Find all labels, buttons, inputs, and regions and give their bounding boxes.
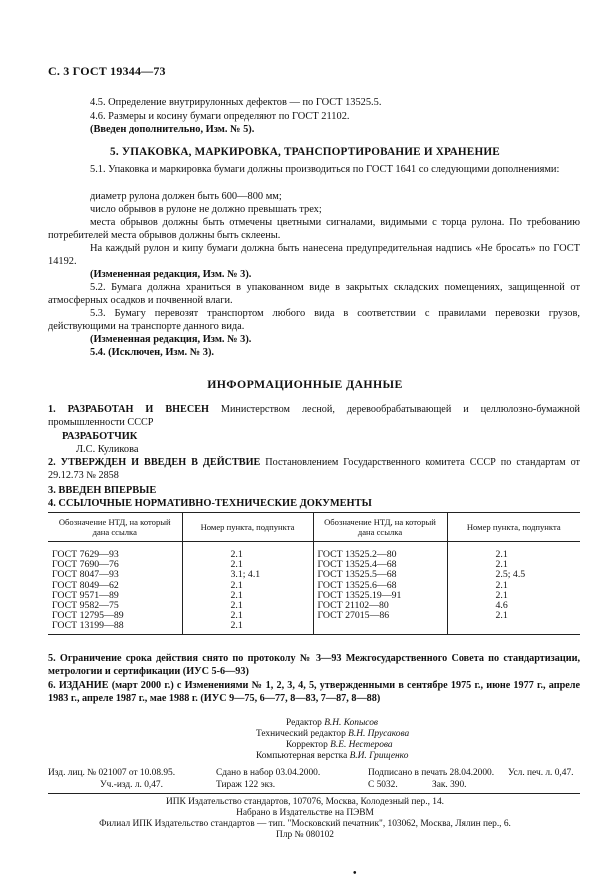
table-cell: 2.1 [495, 589, 508, 601]
column-header: Номер пункта, подпункта [182, 513, 313, 542]
reference-documents-table [48, 512, 580, 635]
para-break-marks: места обрывов должны быть отмечены цветными сигналами, видимыми с торца рулона. По требованию потребителей места обрывов должны быть склеены. [48, 217, 580, 241]
table-cell: 2.1 [182, 542, 313, 561]
item-text: Ограничение срока действия снято по протоколу № 3—93 Межгосударственного Совета по стандартизации, метрологии и сертификации (ИУС 5-6—93) [48, 653, 581, 677]
footer-mark: • [353, 868, 357, 879]
info-data-title: ИНФОРМАЦИОННЫЕ ДАННЫЕ [207, 377, 403, 391]
info-item-1 [48, 403, 580, 429]
imprint-order: Зак. 390. [432, 780, 467, 790]
item-text: Министерством лесной, деревообрабатывающей и целлюлозно-бумажной промышленности СССР [48, 404, 581, 428]
imprint-plr: Плр № 080102 [276, 830, 334, 840]
column-header: Обозначение НТД, на который дана ссылка [313, 513, 447, 542]
para-5-4: 5.4. (Исключен, Изм. № 3). [90, 347, 215, 358]
item-4-6: 4.6. Размеры и косину бумаги определяют по ГОСТ 21102. [90, 111, 350, 122]
table-cell: 2.1 [495, 579, 508, 591]
item-number: 3. [48, 485, 56, 496]
table-cell: 2.1 [182, 621, 313, 634]
page-header: С. 3 ГОСТ 19344—73 [48, 64, 166, 78]
table-cell: ГОСТ 9571—89 [48, 591, 182, 601]
credit-layout [256, 751, 408, 762]
info-item-2 [48, 456, 580, 482]
table-cell: ГОСТ 13525.5—68 [313, 570, 447, 580]
para-5-1: 5.1. Упаковка и маркировка бумаги должны производиться по ГОСТ 1641 со следующими дополнениями: [90, 164, 560, 175]
table-cell: 2.1 [182, 581, 313, 591]
item-number: 6. [48, 680, 56, 691]
item-heading: РАЗРАБОТАН И ВНЕСЕН [67, 404, 209, 415]
table-cell: 2.5; 4.5 [495, 569, 526, 581]
item-heading: УТВЕРЖДЕН И ВВЕДЕН В ДЕЙСТВИЕ [60, 457, 261, 468]
imprint-typeset-date: Сдано в набор 03.04.2000. [216, 768, 321, 778]
table-header-row [48, 513, 580, 542]
para-5-2: 5.2. Бумага должна храниться в упакованном виде в закрытых складских помещениях, защищенной от атмосферных осадков и почвенной влаги. [48, 282, 580, 306]
developer-label: РАЗРАБОТЧИК [62, 431, 138, 442]
credit-label: Редактор [286, 718, 322, 728]
info-item-3 [48, 484, 156, 497]
item-number: 2. [48, 457, 56, 468]
credit-name: В.Н. Прусакова [348, 729, 410, 739]
imprint-print-date: Подписано в печать 28.04.2000. [368, 768, 495, 778]
item-text: Постановлением Государственного комитета СССР по стандартам от 29.12.73 № 2858 [48, 457, 581, 481]
info-item-6 [48, 679, 580, 705]
table-cell [447, 621, 580, 634]
column-header: Номер пункта, подпункта [447, 513, 580, 542]
credit-name: В.Н. Копысов [324, 718, 378, 728]
table-row [48, 621, 580, 634]
imprint-code: С 5032. [368, 780, 398, 790]
table-row [48, 542, 580, 561]
para-5-3: 5.3. Бумагу перевозят транспортом любого вида в соответствии с правилами перевозки грузов, действующими на транспорте данного вида. [48, 308, 580, 332]
table-cell: 2.1 [182, 591, 313, 601]
table-cell: ГОСТ 8047—93 [48, 570, 182, 580]
credit-label: Компьютерная верстка [256, 751, 348, 761]
para-breaks-count: число обрывов в рулоне не должно превышать трех; [90, 204, 322, 215]
table-cell: ГОСТ 13525.6—68 [313, 581, 447, 591]
info-item-4 [48, 497, 372, 510]
column-header: Обозначение НТД, на который дана ссылка [48, 513, 182, 542]
table-row [48, 611, 580, 621]
imprint-publisher-sheets: Уч.-изд. л. 0,47. [100, 780, 163, 790]
imprint-divider [48, 793, 580, 794]
table-cell: ГОСТ 7690—76 [48, 560, 182, 570]
imprint-typeset-note: Набрано в Издательстве на ПЭВМ [236, 808, 374, 818]
credit-label: Технический редактор [256, 729, 346, 739]
table-cell: 3.1; 4.1 [182, 570, 313, 580]
table-cell: 2.1 [495, 610, 508, 622]
table-cell: 2.1 [182, 611, 313, 621]
table-cell: ГОСТ 8049—62 [48, 581, 182, 591]
table-cell: 2.1 [182, 601, 313, 611]
table-cell: ГОСТ 7629—93 [48, 542, 182, 561]
table-cell: 4.6 [495, 600, 508, 612]
table-cell: ГОСТ 12795—89 [48, 611, 182, 621]
credit-corrector [286, 740, 393, 751]
para-roll-diameter: диаметр рулона должен быть 600—800 мм; [90, 191, 282, 202]
info-item-5 [48, 652, 580, 678]
table-cell: 2.1 [495, 559, 508, 571]
table-cell: 2.1 [495, 549, 508, 560]
credit-label: Корректор [286, 740, 328, 750]
item-text: ИЗДАНИЕ (март 2000 г.) с Изменениями № 1, 2, 3, 4, 5, утвержденными в сентябре 1975 г., июне 1977 г., апреле 1983 г., апреле 1987 г., мае 1988 г. (ИУС 9—75, 6—77, 8—83, 7—87, 8—88) [48, 680, 580, 704]
item-number: 5. [48, 653, 56, 664]
table-cell: ГОСТ 27015—86 [313, 611, 447, 621]
item-number: 1. [48, 404, 56, 415]
imprint-print-sheets: Усл. печ. л. 0,47. [508, 768, 574, 778]
credit-name: В.Е. Нестерова [330, 740, 393, 750]
table-cell: ГОСТ 21102—80 [313, 601, 447, 611]
item-heading: ССЫЛОЧНЫЕ НОРМАТИВНО-ТЕХНИЧЕСКИЕ ДОКУМЕНТЫ [58, 498, 372, 509]
item-heading: ВВЕДЕН ВПЕРВЫЕ [58, 485, 157, 496]
table-cell: ГОСТ 9582—75 [48, 601, 182, 611]
table-cell: 2.1 [182, 560, 313, 570]
credit-tech-editor [256, 729, 409, 740]
imprint-publisher: ИПК Издательство стандартов, 107076, Москва, Колодезный пер., 14. [165, 797, 444, 807]
amendment-note: (Измененная редакция, Изм. № 3). [90, 334, 252, 345]
table-cell: ГОСТ 13199—88 [48, 621, 182, 634]
imprint-circulation: Тираж 122 экз. [216, 780, 276, 790]
imprint-printer: Филиал ИПК Издательство стандартов — тип. "Московский печатник", 103062, Москва, Лялин пер., 6. [99, 819, 511, 829]
para-warning-label: На каждый рулон и кипу бумаги должна быть нанесена предупредительная надпись «Не бросать» по ГОСТ 14192. [48, 243, 580, 267]
imprint-license: Изд. лиц. № 021007 от 10.08.95. [48, 768, 176, 778]
section-5-title: 5. УПАКОВКА, МАРКИРОВКА, ТРАНСПОРТИРОВАНИЕ И ХРАНЕНИЕ [110, 146, 500, 158]
table-cell [313, 621, 447, 634]
credit-name: В.И. Грищенко [349, 751, 409, 761]
table-cell: ГОСТ 13525.19—91 [313, 591, 447, 601]
table-cell: ГОСТ 13525.2—80 [313, 542, 447, 561]
item-number: 4. [48, 498, 56, 509]
table-cell: ГОСТ 13525.4—68 [313, 560, 447, 570]
amendment-note: (Введен дополнительно, Изм. № 5). [90, 124, 255, 135]
item-4-5: 4.5. Определение внутрирулонных дефектов — по ГОСТ 13525.5. [90, 97, 382, 108]
credit-editor [286, 718, 378, 729]
developer-name: Л.С. Куликова [76, 444, 139, 455]
amendment-note: (Измененная редакция, Изм. № 3). [90, 269, 252, 280]
